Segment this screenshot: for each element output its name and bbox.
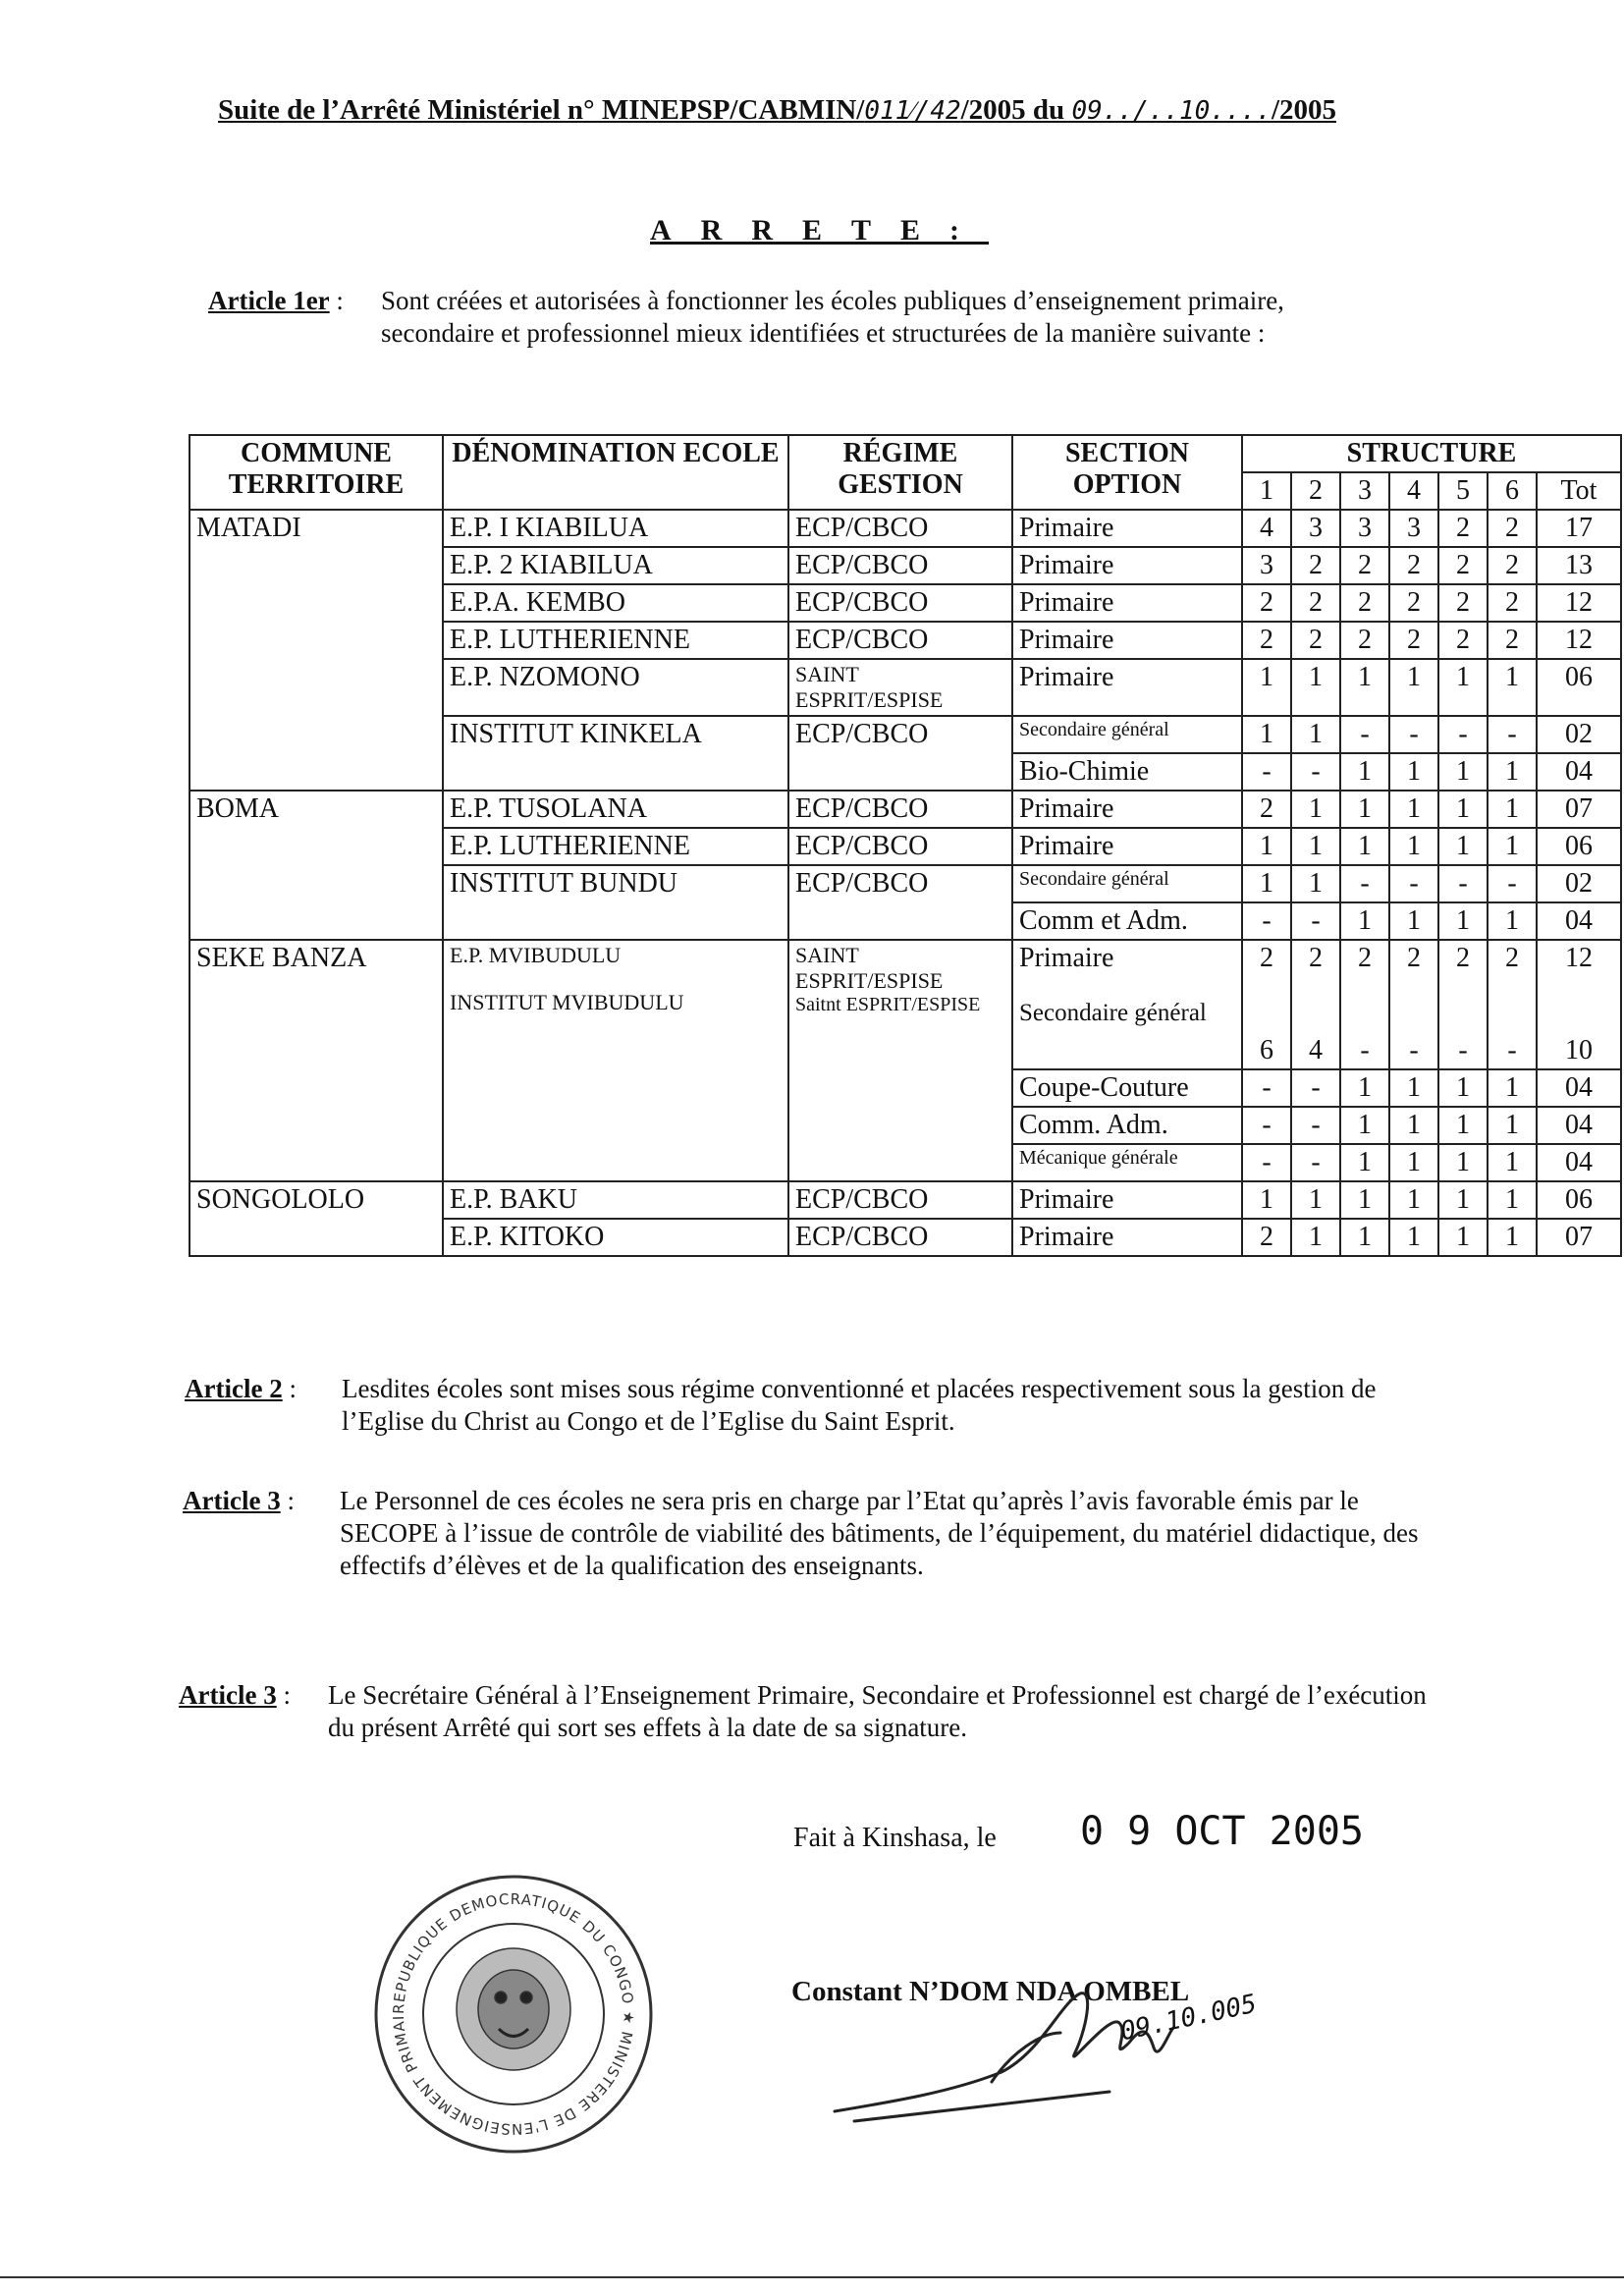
structure-cell: 2	[1438, 547, 1488, 584]
structure-cell: 1	[1340, 1219, 1389, 1256]
section-cell: Primaire	[1012, 828, 1242, 865]
place-date-label: Fait à Kinshasa, le	[793, 1823, 997, 1853]
structure-cell	[1389, 940, 1438, 1069]
article-1	[208, 285, 1386, 348]
structure-cell: 2	[1389, 622, 1438, 659]
structure-cell: 2	[1340, 547, 1389, 584]
structure-cell: 1	[1488, 659, 1537, 716]
structure-cell: -	[1291, 1069, 1340, 1107]
structure-cell: 2	[1242, 1219, 1291, 1256]
section-cell: Primaire	[1012, 791, 1242, 828]
page-title: ARRETE:	[650, 214, 990, 246]
structure-cell: 1	[1438, 1069, 1488, 1107]
structure-cell: 1	[1242, 828, 1291, 865]
structure-cell	[1291, 940, 1340, 1069]
value: 2	[1407, 943, 1421, 973]
schools-table	[189, 434, 1622, 1257]
regime-cell: ECP/CBCO	[788, 622, 1012, 659]
header-col-3: 3	[1340, 472, 1389, 510]
article-text: Sont créées et autorisées à fonctionner les écoles publiques d’enseignement primaire, secondaire et professionnel mieux identifiées et structurées de la manière suivante :	[381, 286, 1284, 348]
total-cell: 06	[1537, 1181, 1621, 1219]
structure-cell: 2	[1438, 584, 1488, 622]
article-text: Le Secrétaire Général à l’Enseignement Primaire, Secondaire et Professionnel est chargé de l’exécution du présent Arrêté qui sort ses effets à la date de sa signature.	[328, 1680, 1427, 1742]
school-name-cell: E.P. LUTHERIENNE	[443, 622, 788, 659]
value: 10	[1565, 1035, 1593, 1065]
school-name-cell: E.P. I KIABILUA	[443, 510, 788, 547]
header-col-5: 5	[1438, 472, 1488, 510]
article-label: Article 1er	[208, 286, 330, 315]
seal-ring-text: REPUBLIQUE DEMOCRATIQUE DU CONGO ★ MINISTERE DE L'ENSEIGNEMENT PRIMAI	[389, 1889, 638, 2139]
section-cell: Secondaire général	[1012, 716, 1242, 753]
structure-cell: 2	[1242, 622, 1291, 659]
value: 2	[1309, 943, 1323, 973]
structure-cell: 1	[1340, 1144, 1389, 1181]
structure-cell: 2	[1488, 584, 1537, 622]
school-name-cell: E.P. 2 KIABILUA	[443, 547, 788, 584]
article-sep: :	[280, 1486, 295, 1515]
article-text: Le Personnel de ces écoles ne sera pris en charge par l’Etat qu’après l’avis favorable émis par le SECOPE à l’issue de contrôle de viabilité des bâtiments, de l’équipement, du matériel didactique, des effectifs d’élèves et de la qualification des enseignants.	[340, 1486, 1419, 1580]
structure-cell: 1	[1488, 828, 1537, 865]
structure-cell: 1	[1340, 753, 1389, 791]
structure-cell: 2	[1242, 791, 1291, 828]
section-cell: Primaire	[1012, 1219, 1242, 1256]
structure-cell: 2	[1389, 584, 1438, 622]
structure-cell: 1	[1242, 659, 1291, 716]
structure-cell: 1	[1242, 1181, 1291, 1219]
structure-cell: 1	[1488, 902, 1537, 940]
header-structure: STRUCTURE	[1242, 435, 1621, 472]
structure-cell: 1	[1340, 791, 1389, 828]
school-name-cell: E.P.A. KEMBO	[443, 584, 788, 622]
structure-cell: 1	[1438, 1181, 1488, 1219]
official-seal	[371, 1872, 656, 2161]
value: -	[1458, 1035, 1468, 1065]
structure-cell	[1488, 940, 1537, 1069]
structure-cell	[1340, 940, 1389, 1069]
regime-text: Saitnt ESPRIT/ESPISE	[795, 994, 981, 1015]
section-text: Primaire	[1019, 943, 1114, 973]
article-label: Article 2	[185, 1374, 283, 1403]
structure-cell: -	[1242, 902, 1291, 940]
date-stamp: 0 9 OCT 2005	[1080, 1809, 1364, 1854]
header-suffix: /2005	[1271, 94, 1337, 126]
structure-cell: 1	[1438, 1144, 1488, 1181]
structure-cell: -	[1242, 753, 1291, 791]
total-cell: 12	[1537, 622, 1621, 659]
regime-cell: ECP/CBCO	[788, 716, 1012, 791]
school-name-cell: E.P. TUSOLANA	[443, 791, 788, 828]
structure-cell: -	[1242, 1069, 1291, 1107]
signature-date: 09.10.005	[1117, 1989, 1260, 2048]
total-cell: 04	[1537, 902, 1621, 940]
total-cell: 17	[1537, 510, 1621, 547]
header-col-4: 4	[1389, 472, 1438, 510]
section-cell: Primaire	[1012, 510, 1242, 547]
table-row	[189, 510, 1621, 547]
header-col-6: 6	[1488, 472, 1537, 510]
structure-cell: 1	[1291, 716, 1340, 753]
commune-cell: BOMA	[189, 791, 443, 940]
school-name: INSTITUT MVIBUDULU	[450, 990, 684, 1014]
structure-cell: 1	[1389, 753, 1438, 791]
structure-cell: 1	[1291, 1181, 1340, 1219]
article-sep: :	[276, 1680, 291, 1710]
lion-emblem-icon	[457, 1948, 570, 2070]
structure-cell: 2	[1389, 547, 1438, 584]
document-header	[218, 94, 1336, 127]
structure-cell: 2	[1438, 510, 1488, 547]
structure-cell: 1	[1488, 1219, 1537, 1256]
value: 2	[1358, 943, 1372, 973]
total-cell: 13	[1537, 547, 1621, 584]
regime-cell: ECP/CBCO	[788, 1219, 1012, 1256]
structure-cell: 1	[1340, 659, 1389, 716]
structure-cell: 1	[1438, 753, 1488, 791]
structure-cell: 3	[1389, 510, 1438, 547]
section-cell	[1012, 940, 1242, 1069]
value: 2	[1505, 943, 1519, 973]
structure-cell: -	[1291, 753, 1340, 791]
structure-cell: 2	[1340, 622, 1389, 659]
article-3-execution	[179, 1679, 1435, 1742]
school-name-cell: E.P. BAKU	[443, 1181, 788, 1219]
header-col-1: 1	[1242, 472, 1291, 510]
total-cell: 06	[1537, 828, 1621, 865]
section-cell: Mécanique générale	[1012, 1144, 1242, 1181]
total-cell	[1537, 940, 1621, 1069]
header-col-2: 2	[1291, 472, 1340, 510]
value: 4	[1309, 1035, 1323, 1065]
structure-cell: 1	[1389, 902, 1438, 940]
structure-cell: 1	[1488, 753, 1537, 791]
regime-cell: ECP/CBCO	[788, 547, 1012, 584]
total-cell: 04	[1537, 753, 1621, 791]
commune-cell: MATADI	[189, 510, 443, 791]
structure-cell: 1	[1389, 1069, 1438, 1107]
structure-cell: 1	[1389, 828, 1438, 865]
section-cell: Primaire	[1012, 584, 1242, 622]
regime-cell: SAINT ESPRIT/ESPISE	[788, 659, 1012, 716]
section-cell: Comm et Adm.	[1012, 902, 1242, 940]
regime-cell: ECP/CBCO	[788, 1181, 1012, 1219]
structure-cell: -	[1340, 716, 1389, 753]
structure-cell: 2	[1291, 547, 1340, 584]
structure-cell: 1	[1438, 1219, 1488, 1256]
total-cell: 02	[1537, 716, 1621, 753]
structure-cell: 2	[1488, 622, 1537, 659]
structure-cell: 2	[1291, 584, 1340, 622]
structure-cell: -	[1438, 865, 1488, 902]
commune-cell: SONGOLOLO	[189, 1181, 443, 1256]
total-cell: 12	[1537, 584, 1621, 622]
article-2	[185, 1373, 1422, 1436]
structure-cell: 2	[1291, 622, 1340, 659]
handwritten-signature	[815, 1964, 1286, 2156]
value: 6	[1260, 1035, 1273, 1065]
total-cell: 02	[1537, 865, 1621, 902]
regime-cell: ECP/CBCO	[788, 584, 1012, 622]
structure-cell: 2	[1242, 584, 1291, 622]
article-label: Article 3	[179, 1680, 277, 1710]
structure-cell: 1	[1291, 828, 1340, 865]
value: -	[1360, 1035, 1370, 1065]
structure-cell: 1	[1488, 1144, 1537, 1181]
bottom-rule	[0, 2276, 1624, 2278]
structure-cell: 2	[1340, 584, 1389, 622]
regime-text: SAINT ESPRIT/ESPISE	[795, 943, 944, 993]
structure-cell: 1	[1438, 828, 1488, 865]
school-name-cell	[443, 940, 788, 1181]
structure-cell: -	[1389, 716, 1438, 753]
structure-cell: -	[1291, 1144, 1340, 1181]
structure-cell: 1	[1291, 791, 1340, 828]
table-row	[189, 1181, 1621, 1219]
regime-cell	[788, 940, 1012, 1181]
structure-cell: 1	[1291, 1219, 1340, 1256]
structure-cell: -	[1291, 1107, 1340, 1144]
structure-cell: 1	[1242, 716, 1291, 753]
school-name-cell: INSTITUT KINKELA	[443, 716, 788, 791]
section-cell: Secondaire général	[1012, 865, 1242, 902]
structure-cell: -	[1242, 1107, 1291, 1144]
structure-cell: -	[1242, 1144, 1291, 1181]
structure-cell: -	[1291, 902, 1340, 940]
structure-cell: 1	[1389, 659, 1438, 716]
structure-cell: 1	[1340, 1069, 1389, 1107]
school-name: E.P. MVIBUDULU	[450, 943, 622, 967]
structure-cell: 1	[1291, 659, 1340, 716]
regime-cell: ECP/CBCO	[788, 791, 1012, 828]
structure-cell: 1	[1438, 1107, 1488, 1144]
header-commune: COMMUNE TERRITOIRE	[189, 435, 443, 510]
structure-cell: 2	[1438, 622, 1488, 659]
section-cell: Primaire	[1012, 659, 1242, 716]
header-ecole: DÉNOMINATION ECOLE	[443, 435, 788, 510]
structure-cell: 1	[1438, 791, 1488, 828]
total-cell: 07	[1537, 1219, 1621, 1256]
structure-cell: 1	[1389, 1181, 1438, 1219]
value: -	[1507, 1035, 1517, 1065]
header-number-handwritten: 011⁄/42	[864, 96, 961, 126]
structure-cell: 1	[1291, 865, 1340, 902]
value: 12	[1565, 943, 1593, 973]
total-cell: 04	[1537, 1144, 1621, 1181]
value: 2	[1456, 943, 1470, 973]
structure-cell: -	[1488, 865, 1537, 902]
section-cell: Primaire	[1012, 622, 1242, 659]
structure-cell: 1	[1389, 791, 1438, 828]
article-text: Lesdites écoles sont mises sous régime conventionné et placées respectivement sous la gestion de l’Eglise du Christ au Congo et de l’Eglise du Saint Esprit.	[342, 1374, 1377, 1436]
header-mid: /2005 du	[960, 94, 1072, 126]
school-name-cell: INSTITUT BUNDU	[443, 865, 788, 940]
structure-cell: 1	[1438, 902, 1488, 940]
structure-cell: 3	[1340, 510, 1389, 547]
structure-cell: 4	[1242, 510, 1291, 547]
value: -	[1409, 1035, 1419, 1065]
school-name-cell: E.P. LUTHERIENNE	[443, 828, 788, 865]
regime-cell: ECP/CBCO	[788, 865, 1012, 940]
structure-cell: 1	[1389, 1107, 1438, 1144]
regime-cell: ECP/CBCO	[788, 510, 1012, 547]
structure-cell: 3	[1242, 547, 1291, 584]
school-name-cell: E.P. NZOMONO	[443, 659, 788, 716]
structure-cell: 1	[1488, 1181, 1537, 1219]
structure-cell: 2	[1488, 547, 1537, 584]
school-name-cell: E.P. KITOKO	[443, 1219, 788, 1256]
structure-cell: 1	[1488, 1107, 1537, 1144]
structure-cell	[1242, 940, 1291, 1069]
article-label: Article 3	[183, 1486, 281, 1515]
section-cell: Coupe-Couture	[1012, 1069, 1242, 1107]
signer-name: Constant N’DOM NDA OMBEL	[791, 1976, 1190, 2007]
structure-cell: 1	[1389, 1144, 1438, 1181]
header-regime: RÉGIME GESTION	[788, 435, 1012, 510]
header-section: SECTION OPTION	[1012, 435, 1242, 510]
structure-cell: 2	[1488, 510, 1537, 547]
structure-cell: 1	[1340, 828, 1389, 865]
structure-cell: 1	[1340, 1107, 1389, 1144]
header-date-handwritten: 09../..10....	[1071, 96, 1272, 126]
structure-cell: -	[1389, 865, 1438, 902]
structure-cell: -	[1340, 865, 1389, 902]
section-text: Secondaire général	[1019, 1000, 1207, 1026]
article-sep: :	[329, 286, 344, 315]
structure-cell: -	[1438, 716, 1488, 753]
structure-cell: 3	[1291, 510, 1340, 547]
section-cell: Primaire	[1012, 547, 1242, 584]
article-sep: :	[282, 1374, 297, 1403]
total-cell: 06	[1537, 659, 1621, 716]
structure-cell: 1	[1340, 902, 1389, 940]
structure-cell: 1	[1488, 1069, 1537, 1107]
structure-cell	[1438, 940, 1488, 1069]
value: 2	[1260, 943, 1273, 973]
header-prefix: Suite de l’Arrêté Ministériel n° MINEPSP/CABMIN/	[218, 94, 865, 126]
section-cell: Comm. Adm.	[1012, 1107, 1242, 1144]
section-cell: Bio-Chimie	[1012, 753, 1242, 791]
structure-cell: 1	[1438, 659, 1488, 716]
structure-cell: 1	[1389, 1219, 1438, 1256]
header-col-total: Tot	[1537, 472, 1621, 510]
section-cell: Primaire	[1012, 1181, 1242, 1219]
regime-cell: ECP/CBCO	[788, 828, 1012, 865]
commune-cell: SEKE BANZA	[189, 940, 443, 1181]
table-row	[189, 940, 1621, 1069]
article-3	[183, 1485, 1420, 1580]
total-cell: 04	[1537, 1107, 1621, 1144]
total-cell: 04	[1537, 1069, 1621, 1107]
structure-cell: 1	[1488, 791, 1537, 828]
total-cell: 07	[1537, 791, 1621, 828]
structure-cell: 1	[1340, 1181, 1389, 1219]
structure-cell: -	[1488, 716, 1537, 753]
table-row	[189, 791, 1621, 828]
structure-cell: 1	[1242, 865, 1291, 902]
